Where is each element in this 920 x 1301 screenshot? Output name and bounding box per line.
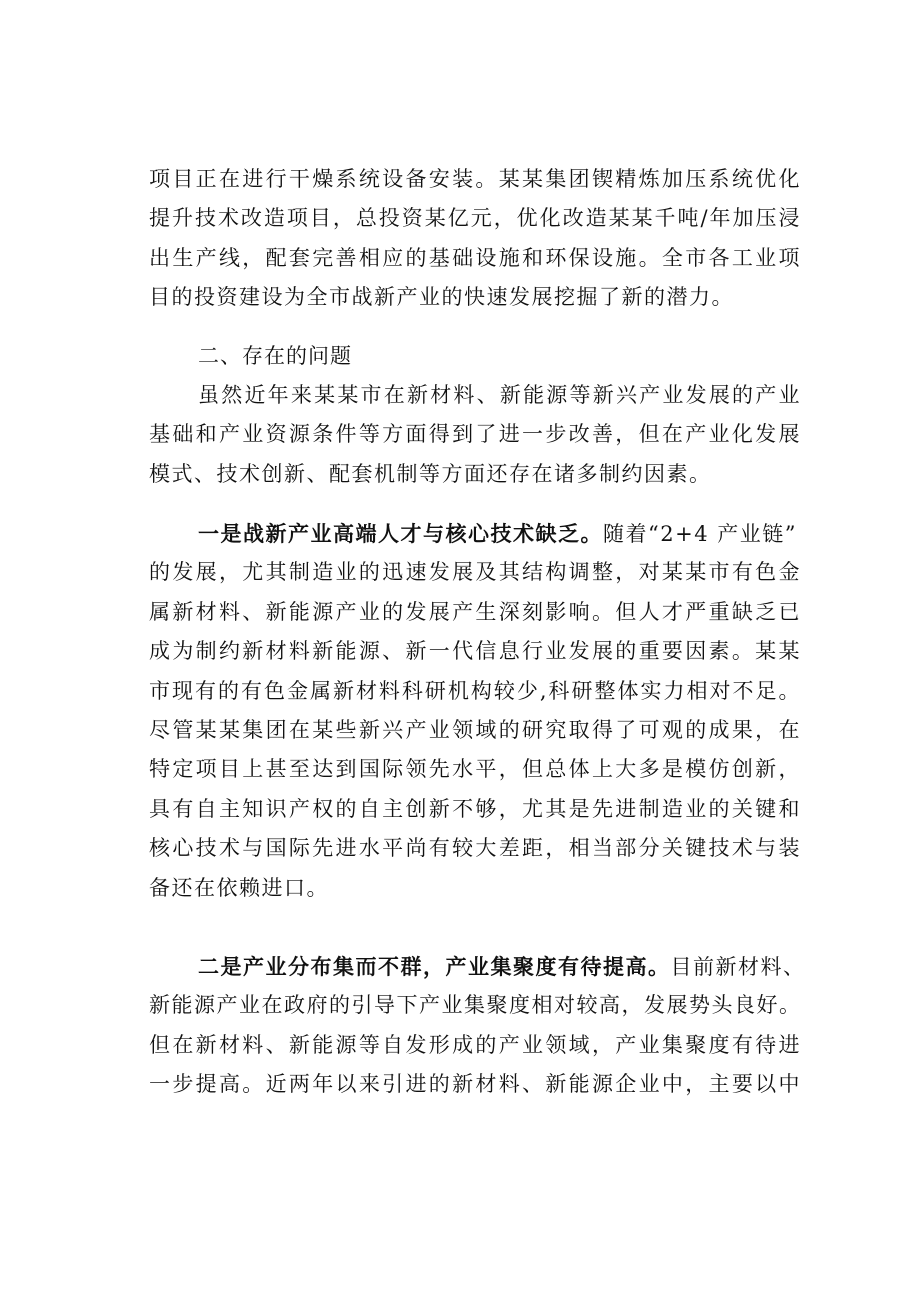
- text-line: 模式、技术创新、配套机制等方面还存在诸多制约因素。: [149, 461, 712, 486]
- text-line: 具有自主知识产权的自主创新不够，尤其是先进制造业的关键和: [149, 796, 801, 821]
- bold-lead-sentence: 二是产业分布集而不群，产业集聚度有待提高。: [198, 954, 671, 979]
- paragraph-project-investment: [149, 160, 801, 318]
- text-line: 但在新材料、新能源等自发形成的产业领域，产业集聚度有待进: [149, 1032, 801, 1057]
- paragraph-talent-technology: [149, 514, 801, 908]
- bold-lead-sentence: 一是战新产业高端人才与核心技术缺乏。: [198, 521, 603, 546]
- text-line: 特定项目上甚至达到国际领先水平，但总体上大多是模仿创新，: [149, 757, 801, 782]
- text-line: 核心技术与国际先进水平尚有较大差距，相当部分关键技术与装: [149, 836, 801, 861]
- text-line: 虽然近年来某某市在新材料、新能源等新兴产业发展的产业: [198, 383, 801, 407]
- text-line: 新能源产业在政府的引导下产业集聚度相对较高，发展势头良好。: [149, 993, 802, 1018]
- text-line: 提升技术改造项目，总投资某亿元，优化改造某某千吨/年加压浸: [149, 206, 801, 231]
- paragraph-intro-problems: [149, 376, 801, 494]
- text-line: 成为制约新材料新能源、新一代信息行业发展的重要因素。某某: [149, 639, 801, 664]
- text-line: 备还在依赖进口。: [149, 875, 329, 900]
- text-line-lead: [149, 514, 801, 553]
- text-line: 的发展，尤其制造业的迅速发展及其结构调整，对某某市有色金: [149, 560, 801, 585]
- text-line: 尽管某某集团在某些新兴产业领域的研究取得了可观的成果，在: [149, 717, 801, 742]
- text-line: 市现有的有色金属新材料科研机构较少,科研整体实力相对不足。: [149, 678, 801, 703]
- text-line: 出生产线，配套完善相应的基础设施和环保设施。全市各工业项: [149, 245, 801, 270]
- text-line: 属新材料、新能源产业的发展产生深刻影响。但人才严重缺乏已: [149, 599, 801, 624]
- text-line-lead: [149, 947, 806, 986]
- lead-continuation: 目前新材料、: [670, 955, 806, 979]
- section-heading-text: 二、存在的问题: [198, 344, 352, 368]
- section-heading: [149, 337, 801, 376]
- text-line: 项目正在进行干燥系统设备安装。某某集团锲精炼加压系统优化: [149, 167, 801, 191]
- text-line: 目的投资建设为全市战新产业的快速发展挖掘了新的潜力。: [149, 285, 734, 310]
- text-line: 基础和产业资源条件等方面得到了进一步改善，但在产业化发展: [149, 422, 801, 447]
- lead-continuation: 随着“2+4 产业链”: [603, 522, 797, 546]
- paragraph-industry-clustering: [149, 947, 806, 1105]
- text-line: 一步提高。近两年以来引进的新材料、新能源企业中，主要以中: [149, 1072, 801, 1097]
